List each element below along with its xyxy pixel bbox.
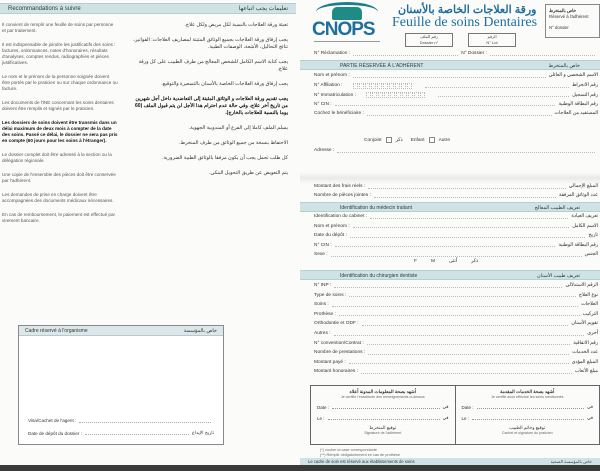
instruction-paragraph-ar: يسلم الملف كاملا إلى الفرع أو المندوبية الجهوية.	[188, 125, 288, 131]
instruction-paragraph-fr: Une copie de l'ensemble des pièces doit être conservée par l'adhérent.	[2, 172, 116, 183]
instruction-paragraph-fr: Il convient de remplir une feuille de soins par personne et par traitement.	[2, 22, 114, 33]
form-row-label-fr: N° CIN :	[314, 242, 332, 248]
form-row-label-fr: Nom et prénom :	[314, 223, 350, 229]
total-amount-row	[314, 184, 598, 189]
instruction-paragraph-fr: Le dossier complet doit être adressé à la section ou la délégation régionale.	[2, 152, 112, 163]
dossier-number-box[interactable]	[405, 33, 453, 47]
form-row-input[interactable]	[438, 93, 569, 97]
beneficiary-enfant-checkbox[interactable]	[429, 137, 435, 143]
sex-female-label-ar[interactable]: أنثى	[448, 259, 458, 264]
instruction-paragraph-ar: الاحتفاظ بنسخة من جميع الوثائق من طرف المنخرط.	[179, 140, 288, 146]
form-row-label-fr: Identification du cabinet :	[314, 214, 368, 219]
dentist-date-label-ar: في	[587, 404, 593, 409]
form-row	[314, 83, 598, 89]
deposit-date-field[interactable]	[28, 430, 214, 436]
agent-visa-field[interactable]	[28, 418, 214, 423]
beneficiary-autre-label: Autre	[438, 137, 451, 143]
form-row-label-ar: الرقم الاستدلالي	[565, 283, 598, 288]
attachments-label: Nombre de pièces jointes :	[314, 193, 371, 198]
instructions-title-ar: تعليمات يجب اتباعها	[238, 6, 288, 12]
doctor-section-title-fr: Identification du médecin traitant	[340, 205, 412, 211]
form-row	[314, 293, 598, 298]
lot-number-box[interactable]	[468, 33, 516, 47]
attachments-label-ar: عدد الوثائق المرفقة	[558, 193, 598, 198]
form-row	[314, 341, 598, 346]
instruction-paragraph-fr: Les dossiers de soins doivent être transmis dans un délai maximum de deux mois à compter de la date des soins. Passé ce délai, le dossier ne sera pas pris en compte (60 jours pour les soins à l'étranger).	[2, 120, 118, 143]
deposit-date-label: Date de dépôt du dossier :	[28, 430, 82, 436]
adherent-sign-label-ar: توقيع المنخرط	[369, 425, 397, 430]
form-row-input[interactable]	[370, 215, 568, 219]
instruction-paragraph-fr: Les demandes de prise en charge doivent être accompagnées des documents médicaux nécessaires.	[2, 192, 114, 203]
logo-text: CNOPS	[312, 19, 375, 40]
form-row	[314, 360, 598, 365]
form-row	[314, 111, 598, 116]
beneficiary-conjoint-checkbox[interactable]	[386, 137, 392, 143]
form-row-input[interactable]	[331, 253, 582, 257]
agent-visa-line[interactable]	[79, 419, 211, 423]
form-row-input[interactable]	[368, 351, 569, 355]
reception-header-ar: خاص بالمؤسسة	[183, 328, 217, 334]
adherent-section-title-fr: PARTIE RÉSERVÉE À L'ADHÉRENT	[340, 63, 424, 69]
adherent-le-input[interactable]	[328, 416, 440, 420]
form-row-label-fr: N° Immatriculation :	[314, 92, 356, 98]
address-input[interactable]	[337, 149, 595, 153]
form-row-input[interactable]	[425, 84, 569, 88]
beneficiary-enfant-label: Enfant	[410, 137, 425, 143]
attachments-input[interactable]	[374, 194, 556, 198]
instruction-paragraph-ar: يجب إرفاق ورقة العلاجات بجميع الوثائق المثبتة لمصاريف العلاجات: الفواتير، نتائج التحاليل، الأشعة، الوصفات الطبية.	[133, 37, 288, 50]
dentist-date-input[interactable]	[477, 405, 585, 409]
doctor-section-band	[300, 202, 600, 212]
form-row-label-ar: التركيب	[582, 311, 598, 317]
reclamation-number-input[interactable]	[353, 52, 458, 56]
instruction-paragraph-ar: يتم التعويض عن طريق التحويل البنكي.	[209, 170, 288, 176]
total-amount-label: Montant des frais réels :	[314, 184, 366, 189]
form-row-label-ar: رقم البطاقة الوطنية	[558, 101, 598, 107]
form-row-input[interactable]	[335, 243, 556, 247]
form-row-label-fr: Nom et prénom :	[314, 73, 350, 78]
form-row	[314, 243, 598, 248]
form-row	[314, 214, 598, 219]
address-label: Adresse :	[314, 148, 335, 153]
instruction-paragraph-ar: يجب كتابة الاسم الكامل للشخص المعالج من طرف الطبيب على كل ورقة علاج.	[138, 59, 288, 72]
adherent-date-label: Date :	[317, 404, 330, 410]
form-row-label-fr: Date du dépôt :	[314, 233, 347, 239]
form-row	[314, 321, 598, 326]
form-row-label-fr: Sexe :	[314, 252, 328, 258]
lot-number-label-fr: N° Lot	[486, 40, 498, 45]
form-row-input[interactable]	[334, 332, 585, 336]
attachments-row	[314, 193, 598, 198]
instruction-paragraph-ar: تعبئة ورقة العلاجات بالنسبة لكل مريض ولكل علاج.	[184, 22, 288, 28]
dentist-sign-label-fr: Cachet et signature du praticien	[501, 431, 553, 435]
beneficiary-conjoint-label: Conjoint	[364, 137, 382, 143]
form-row-input[interactable]	[334, 284, 562, 288]
instruction-paragraph-ar: يجب تقديم ورقة العلاجات و الوثائق المثبتة إلى التعاضدية داخل أجل شهرين من تاريخ آخر علاج، وفي حالة عدم احترام هذا الأجل لن يتم قبول الملف (60 يوما بالنسبة للعلاجات بالخارج).	[135, 96, 288, 116]
form-row-label-ar: مبلغ الأتعاب	[574, 369, 598, 375]
instruction-paragraph-ar: يجب إرفاق ورقة العلاجات الخاصة بالأسنان بالتسعيرة والتوقيع.	[161, 81, 288, 87]
scan-bottom-edge	[0, 465, 600, 471]
form-row-label-ar: رقم البطاقة الوطنية	[558, 242, 598, 248]
form-row	[314, 350, 598, 355]
form-row-label-fr: Montant payé :	[314, 359, 346, 365]
dossier-number-label-ar: رقم الملف	[420, 34, 438, 39]
form-row-input[interactable]	[353, 224, 570, 228]
dentist-le-input[interactable]	[472, 416, 584, 420]
form-row-input[interactable]	[335, 102, 556, 106]
form-row-label-ar: عدد الخدمات	[572, 350, 598, 356]
adherent-le-label: Le :	[317, 415, 325, 421]
form-row-label-ar: رقم الاتفاقية	[573, 340, 598, 346]
dossier-number-label-fr: Dossier n°	[419, 40, 439, 45]
dentist-signature-cell[interactable]	[455, 386, 600, 444]
form-row-input[interactable]	[367, 341, 571, 345]
adherent-section-band	[300, 60, 600, 70]
form-row-input[interactable]	[353, 74, 546, 78]
dentist-section-title-fr: Identification du chirurgien dentiste	[340, 273, 418, 279]
dentist-section-band	[300, 270, 600, 280]
adherent-le-field[interactable]	[317, 415, 449, 421]
form-title-fr: Feuille de soins Dentaires	[392, 15, 538, 30]
form-row-label-fr: Soins :	[314, 302, 329, 308]
dental-care-form	[300, 0, 600, 466]
instruction-paragraph-fr: Les documents de l'INE concernant les soins dentaires doivent être remplis et signés par le praticien.	[2, 100, 114, 111]
dentist-certify-title: أشهد بصحة الخدمات المقدمة	[500, 389, 555, 394]
signature-area	[310, 385, 600, 445]
adherent-section-title-ar: خاص بالمنخرط	[548, 63, 580, 69]
logo-underline	[314, 41, 380, 42]
form-row-label-fr: N° Affiliation :	[314, 83, 343, 89]
reception-box-header	[19, 326, 223, 336]
footer-band-fr: Le cadre de soin est réservé aux établissements de soins	[308, 459, 415, 464]
dentist-certify-subtitle: Je certifie avoir effectué les soins mentionnés	[491, 395, 564, 399]
lot-number-label-ar: الرقم	[487, 34, 497, 39]
form-row-label-ar: تقويم الأسنان	[571, 321, 598, 327]
footnote-1: (*) cocher la case correspondante	[320, 448, 377, 452]
address-row	[314, 148, 598, 153]
form-row-input[interactable]	[332, 303, 578, 307]
form-row	[314, 369, 598, 374]
instructions-columns	[0, 22, 300, 232]
form-row-input[interactable]	[339, 312, 580, 316]
adherent-certify-title: أشهد بصحة المعلومات المدونة أعلاه	[349, 389, 417, 394]
adherent-signature-cell[interactable]	[311, 386, 455, 444]
form-row-input[interactable]	[362, 322, 569, 326]
total-amount-input[interactable]	[368, 185, 566, 189]
stamp-line-2: N° dossier	[549, 25, 569, 30]
form-row-input[interactable]	[367, 112, 552, 116]
adherent-sign-label-fr: Signature de l'adhérent	[364, 431, 402, 435]
reception-box	[18, 325, 224, 445]
dentist-date-label: Date :	[461, 404, 474, 410]
form-row-label-fr: Montant honoraires :	[314, 369, 358, 375]
footnotes	[320, 448, 400, 458]
footnote-2: (**) Remplir obligatoirement en cas de prothèse	[320, 453, 400, 457]
form-row-label-fr: N° convention/Contrat :	[314, 340, 364, 346]
adherent-date-label-ar: في	[442, 404, 449, 409]
form-row-label-ar: رقم التسجيل	[572, 92, 598, 98]
form-row-label-fr: N° INP :	[314, 283, 332, 288]
adherent-date-field[interactable]	[317, 404, 449, 410]
form-row-input[interactable]	[349, 293, 576, 297]
form-row-label-ar: الاسم الكامل	[572, 223, 598, 229]
instruction-paragraph-ar: كل طلب تحمل يجب أن يكون مرفقا بالوثائق الطبية الضرورية.	[162, 155, 288, 161]
form-row-label-fr: Orthodontie et ODF :	[314, 321, 359, 327]
form-row	[314, 233, 598, 238]
form-row	[314, 331, 598, 336]
form-row-input[interactable]	[349, 360, 569, 364]
dentist-le-label: Le :	[461, 415, 470, 421]
instructions-french-column	[0, 22, 118, 232]
footer-band-ar: خاص بالمؤسسة الصحية	[550, 459, 592, 464]
adherent-certify-subtitle: Je certifie l'exactitude des renseignements ci-dessus	[340, 395, 425, 399]
reception-header-fr: Cadre réservé à l'organisme	[25, 328, 88, 334]
instruction-paragraph-fr: En cas de remboursement, le paiement est effectué par virement bancaire.	[2, 212, 116, 223]
form-row	[314, 302, 598, 307]
cnops-logo	[310, 2, 385, 44]
dentist-section-title-ar: تعريف طبيب الأسنان	[537, 273, 580, 279]
instructions-page	[0, 0, 300, 466]
adherent-date-input[interactable]	[332, 405, 440, 409]
instruction-paragraph-fr: Le nom et le prénom de la personne soignée doivent être portés par le praticien ou sur chaque ordonnance ou facture.	[2, 74, 118, 91]
dossier-ref-label: N° Dossier :	[461, 51, 487, 56]
form-row-label-ar: رقم الانخراط	[571, 83, 598, 89]
form-title-ar: ورقة العلاجات الخاصة بالأسنان	[398, 4, 537, 16]
form-row-label-ar: أخرى	[587, 331, 598, 336]
form-header	[300, 0, 600, 52]
form-row-label-ar: الجنس	[584, 252, 598, 258]
sex-m-label: M	[430, 259, 435, 264]
dossier-ref-input[interactable]	[490, 52, 595, 56]
form-row-label-ar: تعريف العيادة	[571, 214, 598, 219]
form-row-label-ar: الاسم الشخصي و العائلي	[548, 73, 598, 78]
form-row-label-fr: Autres :	[314, 331, 331, 336]
sex-options	[314, 259, 598, 264]
adherent-le-label-ar: في	[442, 415, 449, 420]
reference-line	[314, 51, 598, 56]
beneficiary-options	[314, 137, 598, 143]
form-row-label-ar: المستفيد من العلاجات	[554, 111, 598, 117]
form-row-label-fr: Nombre de prestations :	[314, 350, 366, 356]
stamp-title-ar: خاص بالمنخرط	[549, 8, 577, 13]
sex-male-label-ar[interactable]: ذكر	[471, 259, 479, 264]
form-row-label-fr: Type de soins :	[314, 292, 347, 298]
instructions-arabic-column	[128, 22, 288, 232]
form-row	[314, 73, 598, 78]
deposit-date-label-ar: تاريخ الإيداع	[191, 430, 214, 435]
form-row	[314, 92, 598, 98]
form-row-label-fr: Prothèse :	[314, 311, 336, 317]
form-row	[314, 312, 598, 317]
digit-input-boxes[interactable]	[353, 83, 412, 89]
agent-visa-label: Visa/Cachet de l'agent :	[28, 418, 77, 423]
form-row	[314, 102, 598, 107]
deposit-date-line[interactable]	[85, 431, 189, 435]
sex-f-label: F	[414, 259, 417, 264]
dentist-sign-label-ar: توقيع وخاتم الطبيب	[509, 425, 546, 430]
dentist-le-label-ar: في	[587, 415, 593, 420]
stamp-line-1: Réservé à l'adhérent	[549, 14, 589, 19]
form-row-label-fr: N° CIN :	[314, 101, 332, 107]
instructions-title-fr: Recommandations à suivre	[8, 6, 81, 12]
doctor-section-title-ar: تعريف الطبيب المعالج	[534, 205, 580, 211]
form-row-input[interactable]	[350, 234, 586, 238]
fold-shadow	[300, 172, 600, 184]
form-row	[314, 252, 598, 257]
form-row-label-ar: تاريخ	[588, 233, 598, 239]
total-amount-label-ar: المبلغ الإجمالي	[568, 184, 598, 189]
form-row-label-ar: نوع العلاج	[578, 292, 598, 298]
reclamation-number-label: N° Réclamation :	[314, 51, 351, 56]
form-row	[314, 224, 598, 229]
form-row-label-ar: العلاجات	[581, 302, 598, 308]
dentist-le-field[interactable]	[462, 415, 594, 421]
adherent-stamp-box[interactable]	[545, 4, 600, 38]
beneficiary-value: ذكر	[395, 137, 403, 143]
form-row-label-fr: Cochez le bénéficiaire :	[314, 111, 364, 117]
form-row-input[interactable]	[361, 370, 572, 374]
instructions-header-band	[0, 3, 296, 14]
digit-input-boxes[interactable]	[366, 92, 425, 98]
instruction-paragraph-fr: Il est indispensable de joindre les justificatifs des soins : factures, ordonnances, notes d'honoraires, résultats d'analyses, comptes rendus, radiographies et pièces justificatives.	[2, 42, 116, 65]
dentist-date-field[interactable]	[462, 404, 594, 410]
form-row	[314, 283, 598, 288]
form-row-label-ar: المبلغ المؤدى	[571, 359, 598, 365]
